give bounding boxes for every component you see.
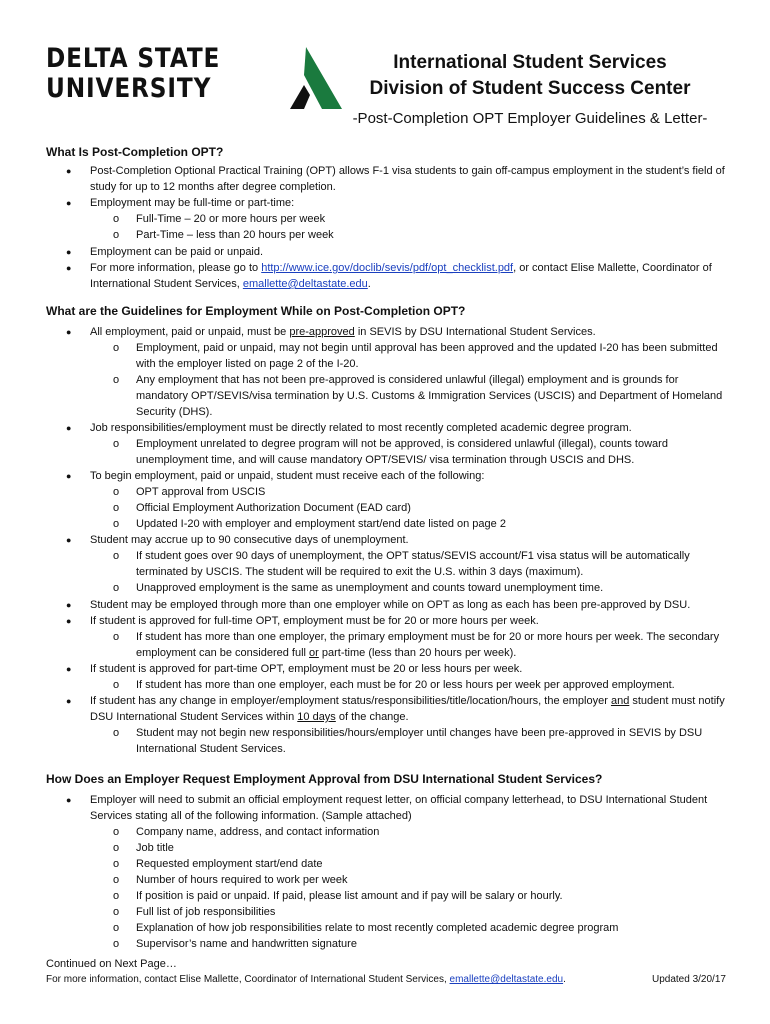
opt-checklist-link[interactable]: http://www.ice.gov/doclib/sevis/pdf/opt_checklist.pdf bbox=[261, 262, 514, 274]
sub-list-item bbox=[113, 905, 726, 921]
sub-bullet-icon: o bbox=[113, 502, 120, 514]
sub-list-item bbox=[113, 857, 726, 873]
bullet-text: Student may be employed through more than one employer while on OPT as long as each has been pre-approved by DSU. bbox=[90, 599, 691, 611]
sub-bullet-text: Requested employment start/end date bbox=[136, 858, 323, 870]
list-item bbox=[66, 196, 730, 212]
list-item bbox=[66, 793, 730, 825]
list-item bbox=[66, 469, 730, 485]
bullet-text: Employer will need to submit an official employment request letter, on official company letterhead, to DSU International Student Services stating all of the following information. (Sample attached) bbox=[90, 794, 708, 822]
sub-list-item bbox=[113, 841, 726, 857]
list-item bbox=[66, 164, 730, 196]
sub-bullet-icon: o bbox=[113, 213, 120, 225]
sub-bullet-icon: o bbox=[113, 826, 120, 838]
sub-bullet-text: Employment unrelated to degree program will not be approved, is considered unlawful (illegal), counts toward unemployment time, and will cause mandatory OPT/SEVIS/ visa termination through USCIS and DHS. bbox=[136, 438, 668, 466]
bullet-text: , or contact Elise Mallette, Coordinator of International Student Services, bbox=[90, 262, 712, 290]
dsu-logo bbox=[46, 44, 296, 110]
bullet-text: student must notify DSU International Student Services within bbox=[90, 695, 725, 723]
sub-list-item bbox=[113, 517, 726, 533]
logo-line-2: UNIVERSITY bbox=[46, 73, 212, 104]
sub-bullet-text: Employment, paid or unpaid, may not begin until approval has been approved and the updated I-20 has been submitted with the employer listed on page 2 of the I-20. bbox=[136, 342, 718, 370]
sub-bullet-text: Part-Time – less than 20 hours per week bbox=[136, 229, 334, 241]
sub-bullet-icon: o bbox=[113, 679, 120, 691]
bullet-icon: ● bbox=[66, 471, 72, 481]
sub-bullet-icon: o bbox=[113, 727, 120, 739]
footer-contact bbox=[46, 974, 566, 985]
sub-list-item bbox=[113, 726, 726, 758]
bullet-text: Job responsibilities/employment must be directly related to most recently completed academic degree program. bbox=[90, 422, 632, 434]
bullet-text: If student has any change in employer/employment status/responsibilities/title/location/hours, the employer bbox=[90, 695, 611, 707]
sub-list-item bbox=[113, 437, 726, 469]
sub-bullet-icon: o bbox=[113, 842, 120, 854]
list-item bbox=[66, 598, 730, 614]
sub-bullet-icon: o bbox=[113, 906, 120, 918]
section-heading-what-is-opt: What Is Post-Completion OPT? bbox=[46, 145, 224, 159]
sub-bullet-text: Updated I-20 with employer and employment start/end date listed on page 2 bbox=[136, 518, 506, 530]
header-subtitle: -Post-Completion OPT Employer Guidelines & Letter- bbox=[352, 110, 708, 127]
sub-bullet-text: OPT approval from USCIS bbox=[136, 486, 266, 498]
sub-bullet-text: Unapproved employment is the same as unemployment and counts toward unemployment time. bbox=[136, 582, 604, 594]
sub-list-item bbox=[113, 678, 726, 694]
list-item bbox=[66, 261, 730, 293]
updated-date: Updated 3/20/17 bbox=[652, 974, 726, 985]
list-item bbox=[66, 325, 730, 341]
sub-bullet-text: Student may not begin new responsibilities/hours/employer until changes have been pre-approved in SEVIS by DSU International Student Services. bbox=[136, 727, 703, 755]
sub-bullet-text: Official Employment Authorization Document (EAD card) bbox=[136, 502, 411, 514]
footer-email-link[interactable]: emallette@deltastate.edu bbox=[449, 974, 564, 985]
bullet-text: To begin employment, paid or unpaid, student must receive each of the following: bbox=[90, 470, 485, 482]
sub-list-item bbox=[113, 921, 726, 937]
sub-bullet-text: Supervisor’s name and handwritten signature bbox=[136, 938, 357, 950]
logo-line-1: DELTA STATE bbox=[46, 43, 221, 74]
underlined-text: 10 days bbox=[297, 710, 336, 723]
email-link[interactable]: emallette@deltastate.edu bbox=[242, 277, 368, 290]
bullet-text: Student may accrue up to 90 consecutive days of unemployment. bbox=[90, 534, 409, 546]
continued-note: Continued on Next Page… bbox=[46, 958, 177, 970]
sub-list-item bbox=[113, 228, 726, 244]
sub-list-item bbox=[113, 341, 726, 373]
section-heading-guidelines: What are the Guidelines for Employment While on Post-Completion OPT? bbox=[46, 304, 466, 318]
sub-bullet-icon: o bbox=[113, 890, 120, 902]
bullet-text: For more information, please go to bbox=[90, 262, 262, 274]
sub-bullet-text: If position is paid or unpaid. If paid, please list amount and if pay will be salary or hourly. bbox=[136, 890, 563, 902]
sub-bullet-icon: o bbox=[113, 874, 120, 886]
sub-list-item bbox=[113, 873, 726, 889]
footer-text: . bbox=[563, 974, 566, 985]
sub-bullet-text: Any employment that has not been pre-approved is considered unlawful (illegal) employment and is grounds for mandatory OPT/SEVIS/visa termination by U.S. Customs & Immigration Services (USCIS) and Department of Homeland Security (DHS). bbox=[136, 374, 723, 418]
list-item bbox=[66, 662, 730, 678]
sub-bullet-icon: o bbox=[113, 550, 120, 562]
sub-list-item bbox=[113, 212, 726, 228]
bullet-icon: ● bbox=[66, 247, 72, 257]
logo-mark-black bbox=[290, 85, 310, 109]
sub-bullet-icon: o bbox=[113, 342, 120, 354]
sub-list-item bbox=[113, 549, 726, 581]
bullet-icon: ● bbox=[66, 795, 72, 805]
header-title-1: International Student Services bbox=[393, 52, 667, 73]
bullet-icon: ● bbox=[66, 423, 72, 433]
header-title-2: Division of Student Success Center bbox=[369, 78, 691, 99]
sub-list-item bbox=[113, 889, 726, 905]
list-item bbox=[66, 421, 730, 437]
sub-bullet-icon: o bbox=[113, 582, 120, 594]
header-titles bbox=[330, 50, 730, 129]
sub-bullet-text: If student has more than one employer, the primary employment must be for 20 or more hours per week. The secondary employment can be considered full bbox=[136, 631, 720, 659]
section-heading-employer-request: How Does an Employer Request Employment Approval from DSU International Student Services? bbox=[46, 772, 603, 786]
list-item bbox=[66, 694, 730, 726]
bullet-text: in SEVIS by DSU International Student Services. bbox=[354, 326, 596, 338]
sub-bullet-text: Full list of job responsibilities bbox=[136, 906, 276, 918]
sub-bullet-icon: o bbox=[113, 374, 120, 386]
bullet-icon: ● bbox=[66, 535, 72, 545]
sub-bullet-text: If student goes over 90 days of unemployment, the OPT status/SEVIS account/F1 visa status will be automatically terminated by USCIS. The student will be required to exit the U.S. within 3 days (maximum). bbox=[136, 550, 690, 578]
sub-list-item bbox=[113, 501, 726, 517]
sub-list-item bbox=[113, 630, 726, 662]
sub-bullet-text: If student has more than one employer, each must be for 20 or less hours per week per approved employment. bbox=[136, 679, 675, 691]
sub-bullet-icon: o bbox=[113, 518, 120, 530]
sub-bullet-text: Explanation of how job responsibilities relate to most recently completed academic degree program bbox=[136, 922, 619, 934]
bullet-icon: ● bbox=[66, 198, 72, 208]
sub-bullet-text: Job title bbox=[136, 842, 174, 854]
bullet-text: . bbox=[367, 277, 371, 290]
sub-bullet-icon: o bbox=[113, 631, 120, 643]
bullet-text: If student is approved for part-time OPT, employment must be 20 or less hours per week. bbox=[90, 663, 523, 675]
bullet-icon: ● bbox=[66, 327, 72, 337]
sub-bullet-icon: o bbox=[113, 438, 120, 450]
bullet-text: If student is approved for full-time OPT, employment must be for 20 or more hours per week. bbox=[90, 615, 539, 627]
sub-bullet-text: part-time (less than 20 hours per week). bbox=[318, 646, 517, 659]
underlined-text: and bbox=[610, 695, 630, 707]
sub-bullet-icon: o bbox=[113, 229, 120, 241]
sub-list-item bbox=[113, 937, 726, 953]
bullet-text: of the change. bbox=[335, 710, 409, 723]
bullet-icon: ● bbox=[66, 166, 72, 176]
bullet-text: Employment may be full-time or part-time: bbox=[90, 197, 295, 209]
sub-bullet-icon: o bbox=[113, 922, 120, 934]
sub-bullet-text: Number of hours required to work per week bbox=[136, 874, 348, 886]
list-item bbox=[66, 614, 730, 630]
sub-bullet-icon: o bbox=[113, 486, 120, 498]
bullet-icon: ● bbox=[66, 664, 72, 674]
bullet-icon: ● bbox=[66, 263, 72, 273]
underlined-text: pre-approved bbox=[289, 326, 355, 338]
bullet-icon: ● bbox=[66, 600, 72, 610]
sub-list-item bbox=[113, 825, 726, 841]
sub-bullet-icon: o bbox=[113, 858, 120, 870]
bullet-text: Employment can be paid or unpaid. bbox=[90, 246, 264, 258]
bullet-icon: ● bbox=[66, 616, 72, 626]
sub-list-item bbox=[113, 373, 726, 421]
sub-list-item bbox=[113, 485, 726, 501]
underlined-text: or bbox=[309, 646, 319, 659]
bullet-icon: ● bbox=[66, 696, 72, 706]
bullet-text: All employment, paid or unpaid, must be bbox=[90, 326, 290, 338]
list-item bbox=[66, 533, 730, 549]
sub-bullet-text: Company name, address, and contact information bbox=[136, 826, 380, 838]
list-item bbox=[66, 245, 730, 261]
footer-text: For more information, contact Elise Mallette, Coordinator of International Student Services, bbox=[46, 974, 450, 985]
bullet-text: Post-Completion Optional Practical Training (OPT) allows F-1 visa students to gain off-campus employment in the student’s field of study for up to 12 months after degree completion. bbox=[90, 165, 725, 193]
sub-bullet-text: Full-Time – 20 or more hours per week bbox=[136, 213, 326, 225]
sub-list-item bbox=[113, 581, 726, 597]
sub-bullet-icon: o bbox=[113, 938, 120, 950]
